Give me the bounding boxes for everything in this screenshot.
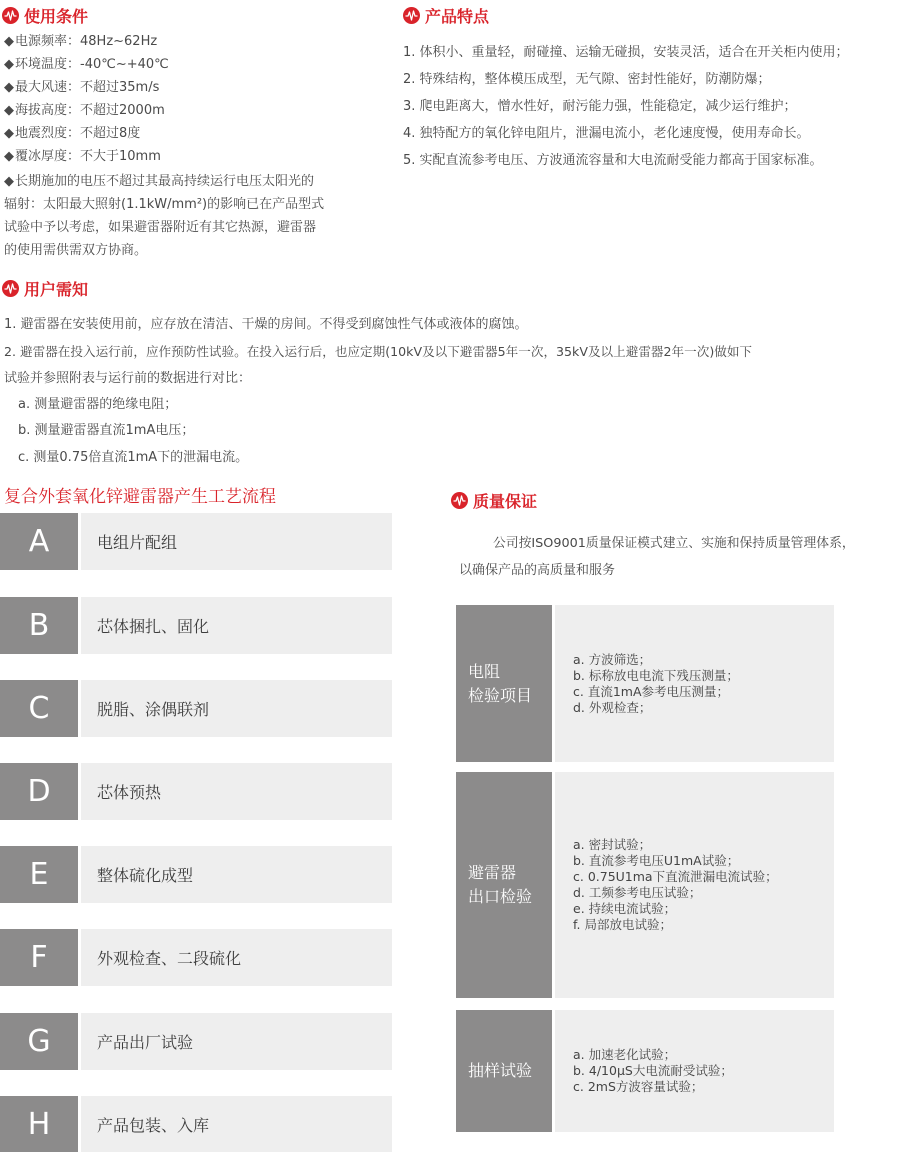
- qa-item: a. 方波筛选；: [573, 651, 652, 667]
- step-letter: B: [0, 597, 78, 654]
- qa-item: b. 标称放电电流下残压测量；: [573, 667, 739, 683]
- qa-box-export: [456, 772, 834, 998]
- feature-item: 5. 实配直流参考电压、方波通流容量和大电流耐受能力都高于国家标准。: [403, 153, 823, 168]
- qa-item: c. 直流1mA参考电压测量；: [573, 683, 730, 699]
- feature-item: 1. 体积小、重量轻，耐碰撞、运输无碰损，安装灵活，适合在开关柜内使用；: [403, 45, 849, 60]
- feature-item: 3. 爬电距离大，憎水性好，耐污能力强，性能稳定，减少运行维护；: [403, 99, 797, 114]
- usage-long-line: 的使用需供需双方协商。: [4, 243, 148, 258]
- process-step: [0, 680, 392, 737]
- qa-item: d. 外观检查；: [573, 699, 652, 715]
- qa-box-sampling: [456, 1010, 834, 1132]
- usage-long-line: 试验中予以考虑，如果避雷器附近有其它热源，避雷器: [4, 220, 317, 235]
- step-letter: F: [0, 929, 78, 986]
- step-text: 电组片配组: [81, 513, 392, 570]
- step-letter: G: [0, 1013, 78, 1070]
- pulse-icon: [451, 492, 468, 509]
- process-title: 复合外套氧化锌避雷器产生工艺流程: [4, 487, 276, 507]
- process-step: [0, 1013, 392, 1070]
- quality-title: 质量保证: [473, 492, 538, 511]
- step-letter: H: [0, 1096, 78, 1152]
- usage-item: ◆覆冰厚度：不大于10mm: [4, 149, 161, 164]
- qa-item: a. 密封试验；: [573, 837, 652, 852]
- step-text: 芯体预热: [81, 763, 392, 820]
- step-text: 产品包装、入库: [81, 1096, 392, 1152]
- step-text: 产品出厂试验: [81, 1013, 392, 1070]
- usage-long-line: ◆长期施加的电压不超过其最高持续运行电压太阳光的: [4, 174, 315, 189]
- step-text: 外观检查、二段硫化: [81, 929, 392, 986]
- feature-item: 4. 独特配方的氧化锌电阻片，泄漏电流小，老化速度慢，使用寿命长。: [403, 126, 810, 141]
- qa-item: c. 0.75U1ma下直流泄漏电流试验；: [573, 869, 778, 884]
- usage-item: ◆海拔高度：不超过2000m: [4, 103, 165, 118]
- usage-title: 使用条件: [24, 7, 89, 26]
- qa-item: a. 加速老化试验；: [573, 1047, 677, 1062]
- step-letter: E: [0, 846, 78, 903]
- process-step: [0, 929, 392, 986]
- notice-line: 试验并参照附表与运行前的数据进行对比：: [4, 371, 252, 386]
- process-step: [0, 763, 392, 820]
- qa-item: b. 直流参考电压U1mA试验；: [573, 853, 740, 868]
- qa-item: f. 局部放电试验；: [573, 917, 672, 932]
- notice-section-title: [2, 277, 88, 300]
- quality-paragraph-line: 公司按ISO9001质量保证模式建立、实施和保持质量管理体系，: [493, 536, 855, 551]
- qa-box-items: [555, 605, 834, 762]
- usage-item: ◆环境温度：-40℃~+40℃: [4, 57, 169, 72]
- qa-box-label: 抽样试验: [456, 1010, 552, 1132]
- qa-box-label: 电阻 检验项目: [456, 605, 552, 762]
- process-step: [0, 846, 392, 903]
- qa-box-resistor: [456, 605, 834, 762]
- step-letter: C: [0, 680, 78, 737]
- process-step: [0, 513, 392, 570]
- step-letter: D: [0, 763, 78, 820]
- features-title: 产品特点: [425, 7, 490, 26]
- pulse-icon: [2, 280, 19, 297]
- usage-item: ◆地震烈度：不超过8度: [4, 126, 141, 141]
- notice-line: 1. 避雷器在安装使用前，应存放在清洁、干燥的房间。不得受到腐蚀性气体或液体的腐蚀。: [4, 317, 528, 332]
- step-text: 脱脂、涂偶联剂: [81, 680, 392, 737]
- qa-box-label: 避雷器 出口检验: [456, 772, 552, 998]
- notice-sub-item: b. 测量避雷器直流1mA电压；: [18, 423, 195, 438]
- notice-sub-item: c. 测量0.75倍直流1mA下的泄漏电流。: [18, 450, 249, 465]
- notice-title: 用户需知: [24, 280, 89, 299]
- features-section-title: [403, 4, 489, 27]
- step-text: 整体硫化成型: [81, 846, 392, 903]
- pulse-icon: [2, 7, 19, 24]
- pulse-icon: [403, 7, 420, 24]
- quality-section-title: [451, 489, 537, 512]
- notice-line: 2. 避雷器在投入运行前，应作预防性试验。在投入运行后，也应定期(10kV及以下避雷器5年一次，35kV及以上避雷器2年一次)做如下: [4, 344, 753, 359]
- qa-item: c. 2mS方波容量试验；: [573, 1079, 704, 1094]
- usage-item: ◆最大风速：不超过35m/s: [4, 80, 160, 95]
- process-step: [0, 1096, 392, 1152]
- usage-long-line: 辐射：太阳最大照射(1.1kW/mm²)的影响已在产品型式: [4, 197, 325, 212]
- feature-item: 2. 特殊结构，整体模压成型，无气隙、密封性能好，防潮防爆；: [403, 72, 771, 87]
- qa-box-items: [555, 1010, 834, 1132]
- process-step: [0, 597, 392, 654]
- quality-paragraph-line: 以确保产品的高质量和服务: [459, 563, 616, 578]
- qa-item: e. 持续电流试验；: [573, 901, 677, 916]
- qa-box-items: [555, 772, 834, 998]
- step-text: 芯体捆扎、固化: [81, 597, 392, 654]
- qa-item: d. 工频参考电压试验；: [573, 885, 702, 900]
- step-letter: A: [0, 513, 78, 570]
- qa-item: b. 4/10μS大电流耐受试验；: [573, 1063, 733, 1078]
- usage-section-title: [2, 4, 88, 27]
- usage-item: ◆电源频率：48Hz~62Hz: [4, 34, 158, 49]
- notice-sub-item: a. 测量避雷器的绝缘电阻；: [18, 397, 178, 412]
